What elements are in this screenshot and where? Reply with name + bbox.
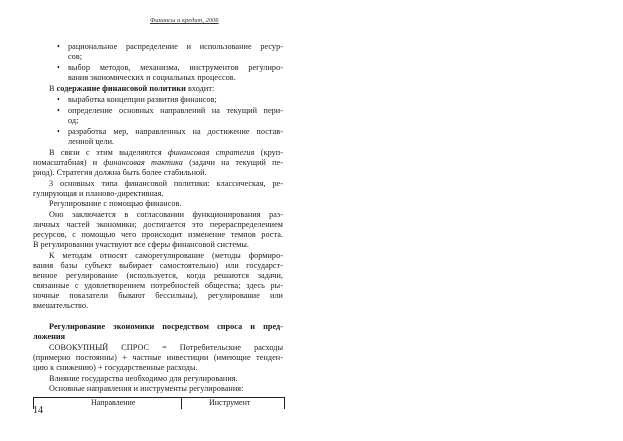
running-header: Финансы и кредит, 2006 [150, 17, 219, 24]
list-item: выработка концепции развития финансов; [68, 95, 217, 104]
list-item: выбор методов, механизма, инструментов регулиро- [68, 63, 283, 72]
list-item-cont: ленной цели. [68, 137, 115, 146]
paragraph-line: гулирующая и планово-директивная. [33, 189, 164, 198]
bullet-icon: • [57, 127, 60, 136]
regulation-table [33, 397, 285, 409]
paragraph-line: личных частей экономики; достигается это перераспределением [33, 220, 283, 229]
paragraph-line: Влияние государства необходимо для регулирования. [49, 374, 238, 383]
list-item: определение основных направлений на текущий пери- [68, 106, 283, 115]
paragraph-line: Оно заключается в согласовании функционирования раз- [49, 210, 283, 219]
paragraph-line: венное регулирование (используется, когда решаются задачи, [33, 271, 283, 280]
section-heading: Регулирование экономики посредством спроса и пред- [49, 322, 283, 331]
table-border [181, 398, 182, 409]
paragraph-line: (примерно постоянны) + частные инвестиции (имеющие тенден- [33, 353, 283, 362]
paragraph-line: ночные показатели бывают бессильны), регулирование или [33, 291, 283, 300]
bullet-icon: • [57, 95, 60, 104]
paragraph-line: вмешательство. [33, 301, 89, 310]
paragraph-line: риод). Стратегия должна быть более стабильной. [33, 168, 207, 177]
table-border [284, 398, 285, 409]
section-heading-cont: ложения [33, 332, 66, 341]
paragraph-line: Регулирование с помощью финансов. [49, 199, 182, 208]
paragraph-line: СОВОКУПНЫЙ СПРОС = Потребительские расходы [49, 343, 283, 352]
paragraph-line: Основные направления и инструменты регулирования: [49, 384, 244, 393]
bullet-icon: • [57, 42, 60, 51]
list-item: рациональное распределение и использование ресур- [68, 42, 283, 51]
paragraph-line: номасштабная) и финансовая тактика (задачи на текущий пе- [33, 158, 284, 167]
policy-intro: В содержание финансовой политики входит: [49, 84, 215, 93]
paragraph-line: цию к снижению) + государственные расходы. [33, 363, 198, 372]
paragraph-line: В связи с этим выделяются финансовая стратегия (круп- [49, 148, 283, 157]
paragraph-line: В регулировании участвуют все сферы финансовой системы. [33, 240, 249, 249]
table-header-instrument: Инструмент [209, 398, 251, 407]
list-item-cont: сов; [68, 52, 83, 61]
paragraph-line: связанные с удовлетворением потребностей общества; здесь ры- [33, 281, 283, 290]
page-number: 14 [33, 405, 43, 416]
table-header-direction: Направление [91, 398, 136, 407]
paragraph-line: вания базы субъект выбирает самостоятельно) или государст- [33, 261, 283, 270]
paragraph-line: ресурсов, с помощью чего происходит изменение темпов роста. [33, 230, 283, 239]
list-item: разработка мер, направленных на достижение постав- [68, 127, 283, 136]
list-item-cont: вания экономических и социальных процессов. [68, 73, 236, 82]
bullet-icon: • [57, 63, 60, 72]
bullet-icon: • [57, 106, 60, 115]
paragraph-line: 3 основных типа финансовой политики: классическая, ре- [49, 179, 283, 188]
paragraph-line: К методам относят саморегулирование (методы формиро- [49, 251, 283, 260]
list-item-cont: од; [68, 116, 79, 125]
